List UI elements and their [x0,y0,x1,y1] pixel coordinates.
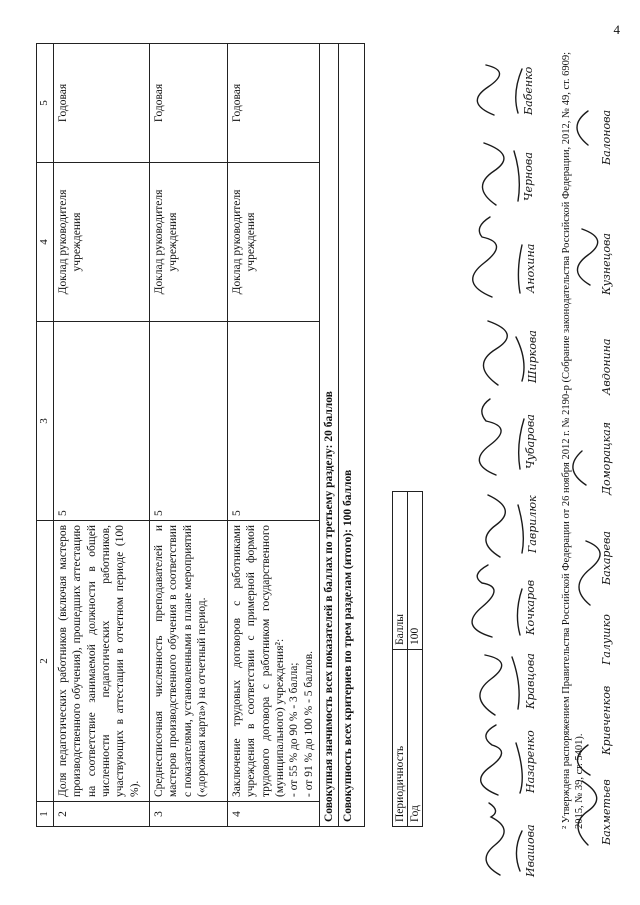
row-indicator: Доля педагогических работников (включая мастеров производственного обучения), прошедших аттестацию на соответствие занимаемой должности в общей численности педагогических работников, участвующих в аттестации в отчетном периоде (100 %). [53,521,149,802]
signature-name: Бабенко [522,66,535,115]
signature-name: Бахарева [600,531,613,585]
row-number: 3 [149,802,227,827]
page-number: 4 [613,22,620,37]
summary-col-points: Баллы [393,492,408,650]
signature-name: Чернова [522,152,535,201]
row-points: 5 [227,322,319,521]
row-indicator: Заключение трудовых договоров с работниками учреждения в соответствии с примерной формой трудового договора с работником государственного (муниципального) учреждения²: [230,525,286,797]
header-cell: 4 [37,163,54,322]
header-cell: 2 [37,521,54,802]
row-indicator: Среднесписочная численность преподавателей и мастеров производственного обучения в соответствии с показателями, установленными в плане мероприятий («дорожная карта») на отчетный период. [149,521,227,802]
row-period: Годовая [227,44,319,163]
header-cell: 5 [37,44,54,163]
signature-name: Доморацкая [600,422,613,495]
row-source: Доклад руководителя учреждения [227,163,319,322]
signature-name: Кривченков [600,685,613,755]
summary-row-label: Год [408,650,423,827]
signature-name: Кузнецова [600,233,613,295]
signature-name: Гаврилюк [526,495,539,553]
header-cell: 1 [37,802,54,827]
indicator-line: - от 55 % до 90 % - 3 балла; [288,662,301,797]
indicator-line: - от 91 % до 100 % - 5 баллов. [302,650,315,797]
row-points: 5 [53,322,149,521]
row-number: 4 [227,802,319,827]
signature-name: Назаренко [524,730,537,793]
row-source: Доклад руководителя учреждения [53,163,149,322]
signature-name: Авдонина [600,338,613,395]
row-source: Доклад руководителя учреждения [149,163,227,322]
row-points: 5 [149,322,227,521]
footnote: ² Утверждена распоряжением Правительства Российской Федерации от 26 ноября 2012 г. № 2190-р (Собрание законодательства Российской Федерации, 2012, № 49, ст. 6909; 2015, № 39, ст. 5401). [561,51,586,829]
section-total: Совокупная значимость всех показателей в баллах по третьему разделу: 20 баллов [319,44,338,827]
signature-name: Ивашова [524,824,537,877]
signature-name: Чубарова [524,414,537,469]
grand-total: Совокупность всех критериев по трем разделам (итого): 100 баллов [339,44,365,827]
header-cell: 3 [37,322,54,521]
signature-name: Кочкаров [524,579,537,635]
row-number: 2 [53,802,149,827]
signature-name: Кравцова [524,653,537,709]
signature-name: Балонова [600,109,613,165]
signature-name: Ширкова [526,330,539,383]
signature-name: Галушко [600,614,613,665]
summary-row-value: 100 [408,492,423,650]
row-period: Годовая [149,44,227,163]
row-period: Годовая [53,44,149,163]
signature-name: Анохина [524,243,537,293]
signature-name: Бахметьев [600,779,613,845]
summary-col-periodicity: Периодичность [393,650,408,827]
